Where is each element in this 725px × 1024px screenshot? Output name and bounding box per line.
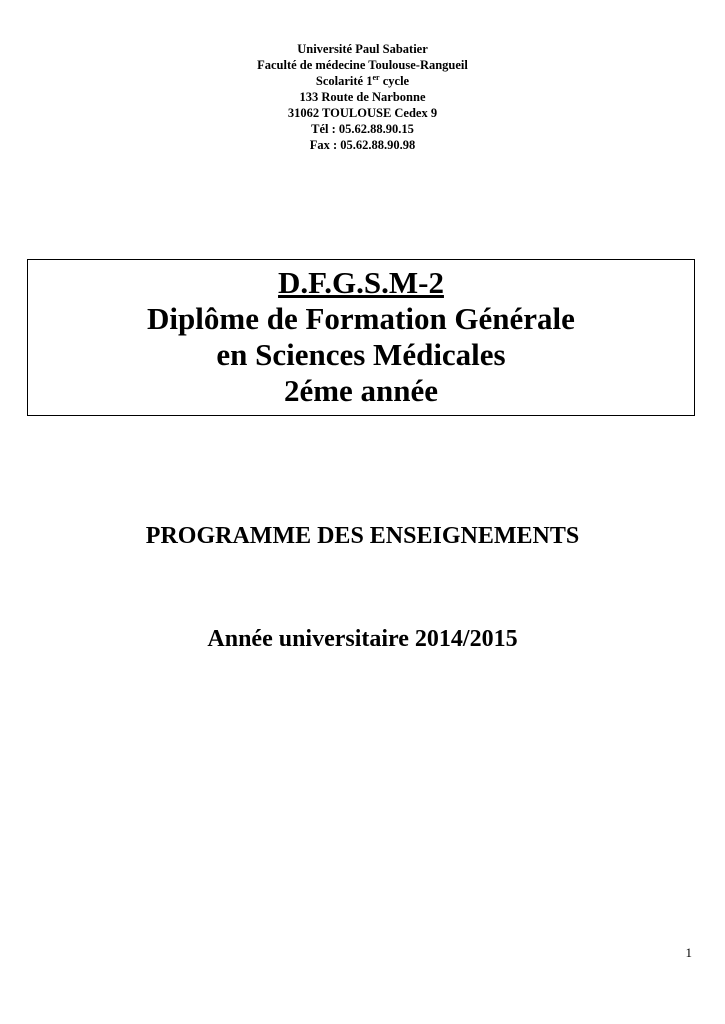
scolarite-prefix: Scolarité 1: [315, 74, 373, 88]
institution-header: [0, 41, 725, 153]
scolarite-superscript: er: [372, 73, 380, 82]
programme-heading: PROGRAMME DES ENSEIGNEMENTS: [145, 523, 580, 549]
fax-number: Fax : 05.62.88.90.98: [309, 138, 416, 152]
university-name: Université Paul Sabatier: [297, 42, 428, 56]
page-number: 1: [685, 945, 692, 960]
scolarite-line: [0, 73, 725, 89]
diploma-title-line-1: Diplôme de Formation Générale: [147, 301, 575, 336]
phone-number: Tél : 05.62.88.90.15: [311, 122, 414, 136]
diploma-title-line-3: 2éme année: [283, 373, 439, 408]
diploma-title-line-2: en Sciences Médicales: [216, 337, 506, 372]
scolarite-suffix: cycle: [379, 74, 410, 88]
academic-year-heading: Année universitaire 2014/2015: [207, 626, 518, 652]
faculty-name: Faculté de médecine Toulouse-Rangueil: [257, 58, 468, 72]
diploma-title-box: [27, 259, 695, 416]
diploma-code: D.F.G.S.M-2: [278, 265, 444, 300]
address-street: 133 Route de Narbonne: [299, 90, 426, 104]
address-city: 31062 TOULOUSE Cedex 9: [287, 106, 438, 120]
